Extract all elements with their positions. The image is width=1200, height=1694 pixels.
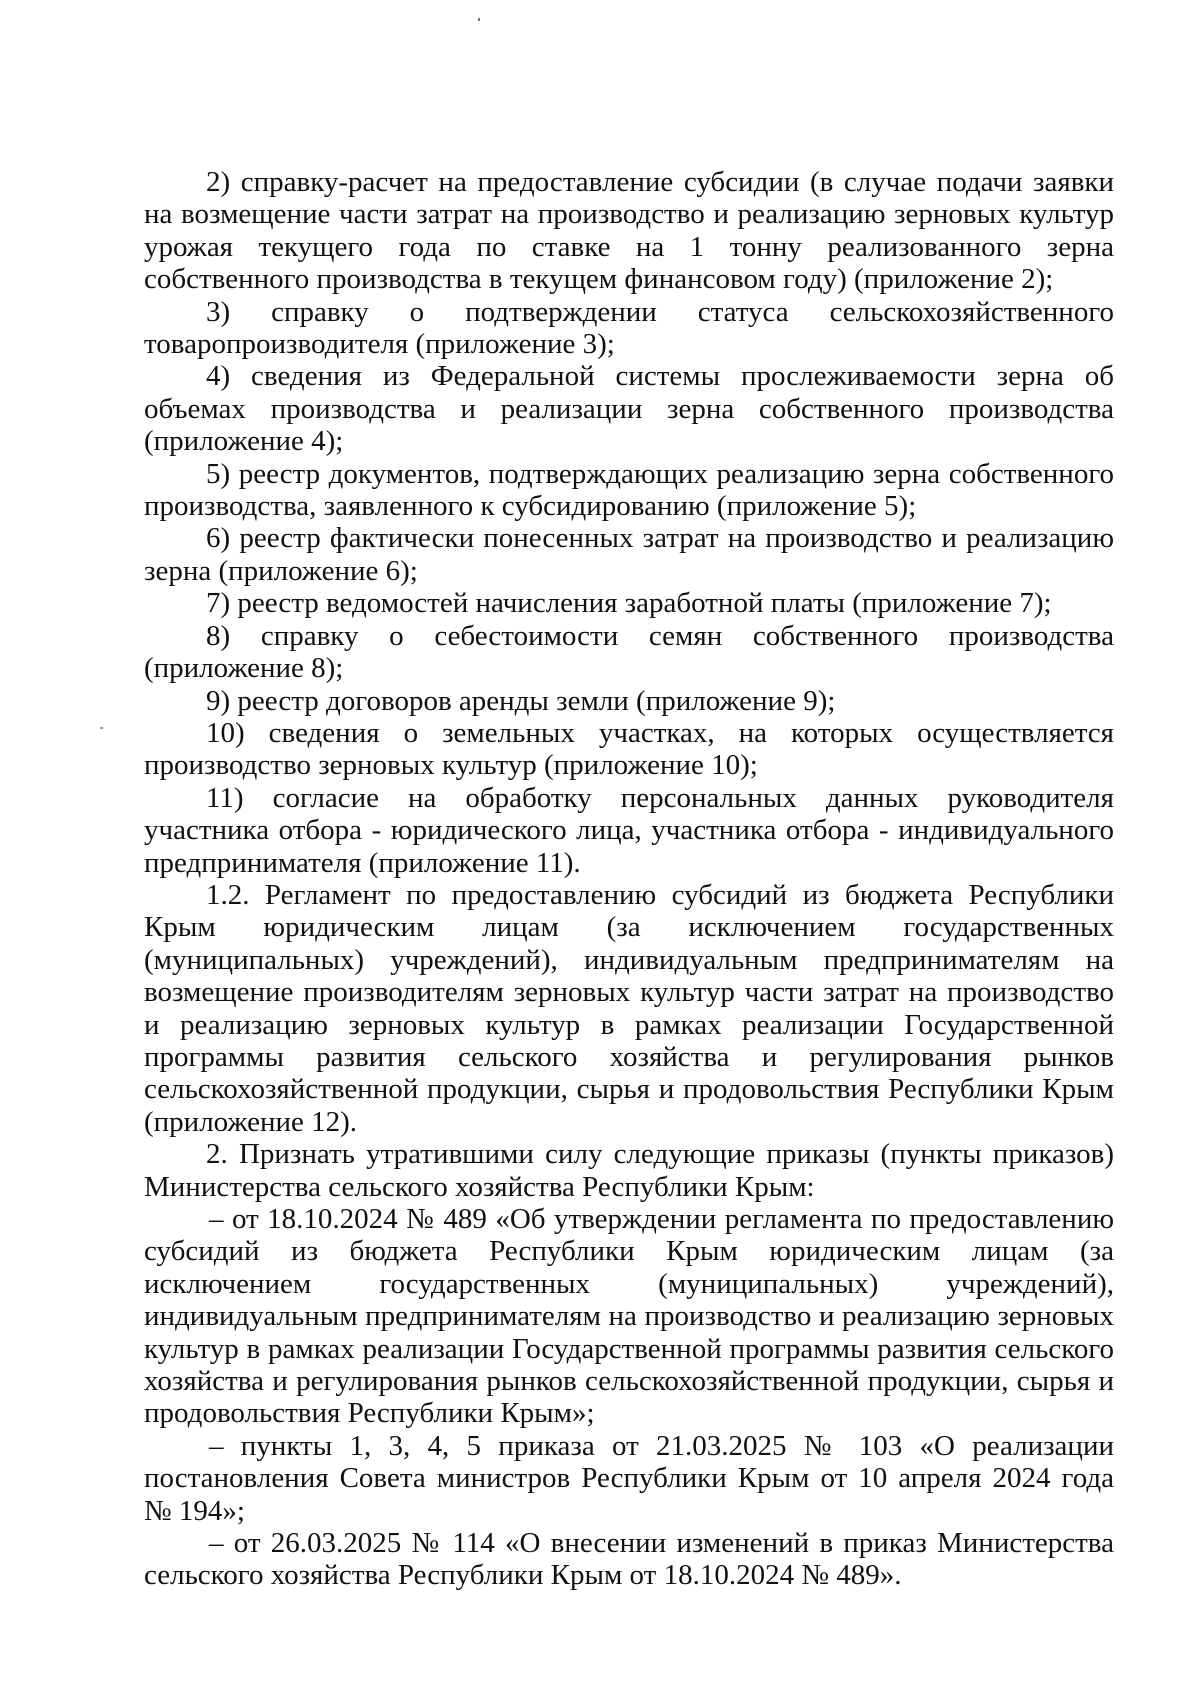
scan-speck — [478, 18, 480, 21]
list-item-3: 3) справку о подтверждении статуса сельскохозяйственного товаропроизводителя (приложение 3); — [144, 295, 1114, 361]
list-item-2: 2) справку-расчет на предоставление субсидии (в случае подачи заявки на возмещение части затрат на производство и реализацию зерновых культур урожая текущего года по ставке на 1 тонну реализованного зерна собственного производства в текущем финансовом году) (приложение 2); — [144, 166, 1114, 296]
clause-2: 2. Признать утратившими силу следующие приказы (пункты приказов) Министерства сельского хозяйства Республики Крым: — [144, 1138, 1114, 1203]
scan-speck — [100, 727, 103, 729]
list-item-9: 9) реестр договоров аренды земли (приложение 9); — [206, 684, 836, 717]
list-item-7: 7) реестр ведомостей начисления заработной платы (приложение 7); — [206, 587, 1052, 620]
list-item-10: 10) сведения о земельных участках, на которых осуществляется производство зерновых культур (приложение 10); — [144, 716, 1114, 782]
repealed-order-489: – от 18.10.2024 № 489 «Об утверждении регламента по предоставлению субсидий из бюджета Республики Крым юридическим лицам (за исключением государственных (муниципальных) учреждений), индивидуальным предпринимателям на производство и реализацию зерновых культур в рамках реализации Государственной программы развития сельского хозяйства и регулирования рынков сельскохозяйственной продукции, сырья и продовольствия Республики Крым»; — [144, 1203, 1114, 1430]
document-page — [144, 166, 1114, 1592]
repealed-order-114: – от 26.03.2025 № 114 «О внесении изменений в приказ Министерства сельского хозяйства Республики Крым от 18.10.2024 № 489». — [144, 1527, 1114, 1592]
list-item-4: 4) сведения из Федеральной системы прослеживаемости зерна об объемах производства и реализации зерна собственного производства (приложение 4); — [144, 360, 1114, 458]
clause-1-2: 1.2. Регламент по предоставлению субсидий из бюджета Республики Крым юридическим лицам (за исключением государственных (муниципальных) учреждений), индивидуальным предпринимателям на возмещение производителям зерновых культур части затрат на производство и реализацию зерновых культур в рамках реализации Государственной программы развития сельского хозяйства и регулирования рынков сельскохозяйственной продукции, сырья и продовольствия Республики Крым (приложение 12). — [144, 878, 1114, 1138]
list-item-6: 6) реестр фактически понесенных затрат на производство и реализацию зерна (приложение 6); — [144, 522, 1114, 587]
list-item-5: 5) реестр документов, подтверждающих реализацию зерна собственного производства, заявленного к субсидированию (приложение 5); — [144, 457, 1114, 523]
list-item-8: 8) справку о себестоимости семян собственного производства (приложение 8); — [144, 619, 1114, 685]
repealed-order-103: – пункты 1, 3, 4, 5 приказа от 21.03.2025 № 103 «О реализации постановления Совета министров Республики Крым от 10 апреля 2024 года № 194»; — [144, 1429, 1114, 1527]
list-item-11: 11) согласие на обработку персональных данных руководителя участника отбора - юридического лица, участника отбора - индивидуального предпринимателя (приложение 11). — [144, 781, 1114, 879]
